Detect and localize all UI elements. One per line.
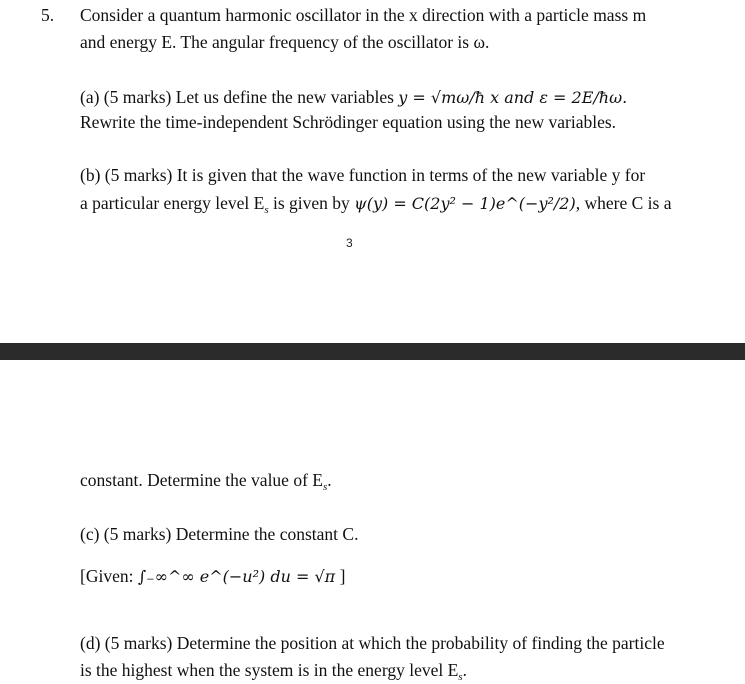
part-b-end: , where C is a	[575, 193, 672, 213]
part-c-line-1: (c) (5 marks) Determine the constant C.	[80, 524, 359, 544]
part-b-line-2	[80, 193, 672, 216]
part-a-line-1	[80, 89, 627, 107]
part-b-mid: is given by	[268, 193, 355, 213]
part-b-continued	[80, 470, 332, 493]
part-d-line-2	[80, 660, 467, 683]
question-number: 5.	[41, 5, 55, 25]
part-a-line-2: Rewrite the time-independent Schrödinger equation using the new variables.	[80, 112, 617, 132]
energy-subscript: s	[458, 671, 463, 683]
part-b-line-1: (b) (5 marks) It is given that the wave function in terms of the new variable y for	[80, 165, 646, 185]
gaussian-integral: ∫₋∞^∞ e^(−u²) du = √π	[137, 567, 336, 586]
part-d-end: .	[462, 660, 467, 680]
question-intro-line-1: Consider a quantum harmonic oscillator in the x direction with a particle mass m	[80, 5, 647, 25]
given-suffix: ]	[335, 566, 346, 586]
wave-function-equation: ψ(y) = C(2y² − 1)e^(−y²/2)	[354, 194, 576, 213]
energy-subscript: s	[264, 204, 269, 216]
page-separator	[0, 343, 745, 360]
page-number: 3	[346, 236, 353, 250]
given-prefix: [Given:	[80, 566, 138, 586]
part-d-text: is the highest when the system is in the energy level E	[80, 660, 459, 680]
part-b-text: a particular energy level E	[80, 193, 265, 213]
part-a-variable-definitions: y = √mω/ħ x and ε = 2E/ħω.	[398, 88, 628, 107]
part-d-line-1: (d) (5 marks) Determine the position at which the probability of finding the particle	[80, 633, 665, 653]
part-c-given	[80, 568, 345, 586]
energy-subscript: s	[322, 481, 328, 493]
question-intro-line-2: and energy E. The angular frequency of the oscillator is ω.	[80, 32, 490, 52]
part-b-continued-text: constant. Determine the value of E	[80, 470, 323, 490]
part-b-continued-end: .	[327, 470, 332, 490]
part-a-text: (a) (5 marks) Let us define the new variables	[80, 87, 394, 107]
